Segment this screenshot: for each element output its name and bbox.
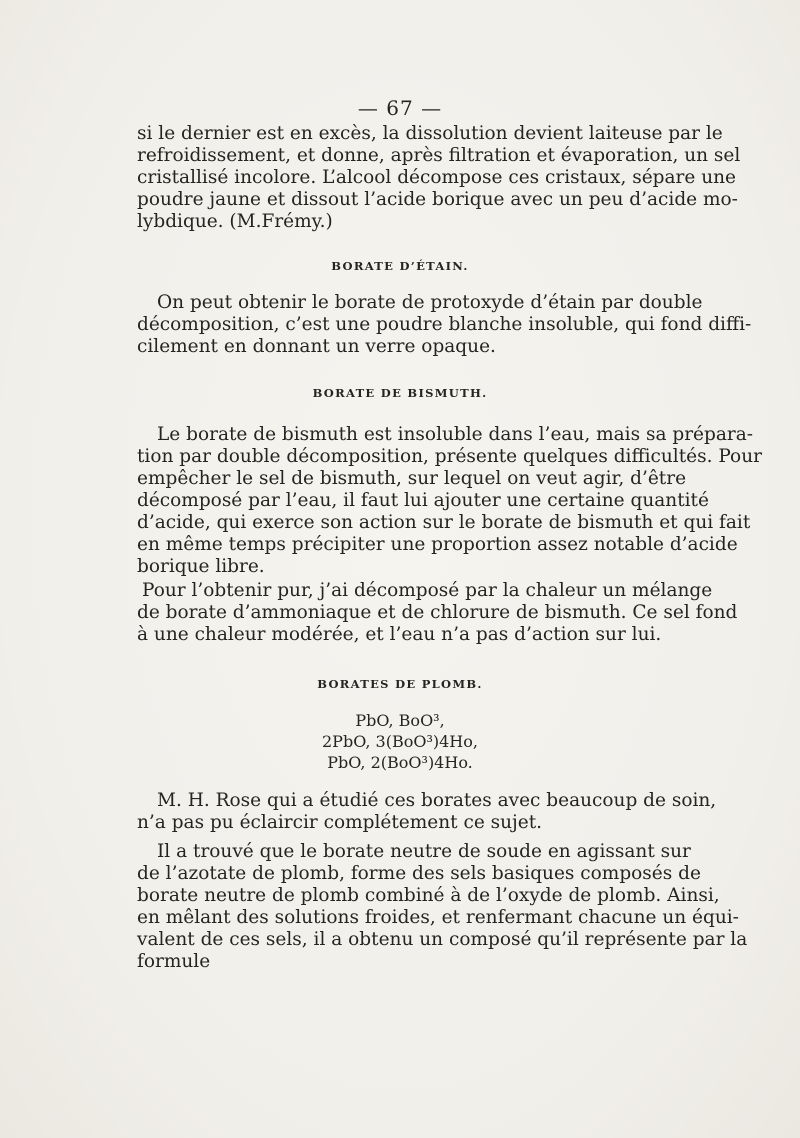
text-line: borique libre. xyxy=(137,556,265,577)
text-line: lybdique. (M.Frémy.) xyxy=(137,211,333,232)
text-line: refroidissement, et donne, après filtration et évaporation, un sel xyxy=(137,145,741,166)
heading-borate-etain: BORATE D’ÉTAIN. xyxy=(331,259,469,273)
paragraph-bismuth-preparation xyxy=(137,580,738,646)
text-line: décomposé par l’eau, il faut lui ajouter une certaine quantité xyxy=(137,490,709,511)
text-line: en même temps précipiter une proportion assez notable d’acide xyxy=(137,534,738,555)
text-line: n’a pas pu éclaircir complétement ce sujet. xyxy=(137,812,543,833)
formula-block xyxy=(0,710,800,773)
paragraph-rose xyxy=(137,790,717,834)
text-line: si le dernier est en excès, la dissolution devient laiteuse par le xyxy=(137,123,723,144)
text-line: Le borate de bismuth est insoluble dans l’eau, mais sa prépara- xyxy=(157,424,753,445)
text-line: décomposition, c’est une poudre blanche insoluble, qui fond diffi- xyxy=(137,314,752,335)
text-line: empêcher le sel de bismuth, sur lequel on veut agir, d’être xyxy=(137,468,687,489)
text-line: poudre jaune et dissout l’acide borique avec un peu d’acide mo- xyxy=(137,189,738,210)
page-number: — 67 — xyxy=(357,96,443,120)
text-line: de l’azotate de plomb, forme des sels basiques composés de xyxy=(137,863,701,884)
text-line: à une chaleur modérée, et l’eau n’a pas d’action sur lui. xyxy=(137,624,662,645)
paragraph-borate-bismuth xyxy=(137,424,762,578)
text-line: cristallisé incolore. L’alcool décompose ces cristaux, sépare une xyxy=(137,167,736,188)
text-line: valent de ces sels, il a obtenu un composé qu’il représente par la xyxy=(137,929,748,950)
text-line: en mêlant des solutions froides, et renfermant chacune un équi- xyxy=(137,907,739,928)
text-line: Il a trouvé que le borate neutre de soude en agissant sur xyxy=(157,841,691,862)
text-line: d’acide, qui exerce son action sur le borate de bismuth et qui fait xyxy=(137,512,751,533)
text-line: Pour l’obtenir pur, j’ai décomposé par la chaleur un mélange xyxy=(142,580,713,601)
formula-line: PbO, 2(BoO³)4Ho. xyxy=(327,753,473,772)
text-line: M. H. Rose qui a étudié ces borates avec beaucoup de soin, xyxy=(157,790,717,811)
text-line: borate neutre de plomb combiné à de l’oxyde de plomb. Ainsi, xyxy=(137,885,720,906)
text-line: de borate d’ammoniaque et de chlorure de bismuth. Ce sel fond xyxy=(137,602,738,623)
paragraph-basic-salts xyxy=(137,841,748,973)
text-line: tion par double décomposition, présente quelques difficultés. Pour xyxy=(137,446,762,467)
paragraph-borate-etain xyxy=(137,292,752,358)
heading-borates-plomb: BORATES DE PLOMB. xyxy=(317,677,483,691)
formula-line: PbO, BoO³, xyxy=(355,711,445,730)
text-line: On peut obtenir le borate de protoxyde d’étain par double xyxy=(157,292,703,313)
paragraph-molybdate-continuation xyxy=(137,123,741,233)
text-line: cilement en donnant un verre opaque. xyxy=(137,336,496,357)
heading-borate-bismuth: BORATE DE BISMUTH. xyxy=(312,386,488,400)
text-line: formule xyxy=(137,951,211,972)
formula-line: 2PbO, 3(BoO³)4Ho, xyxy=(322,732,478,751)
